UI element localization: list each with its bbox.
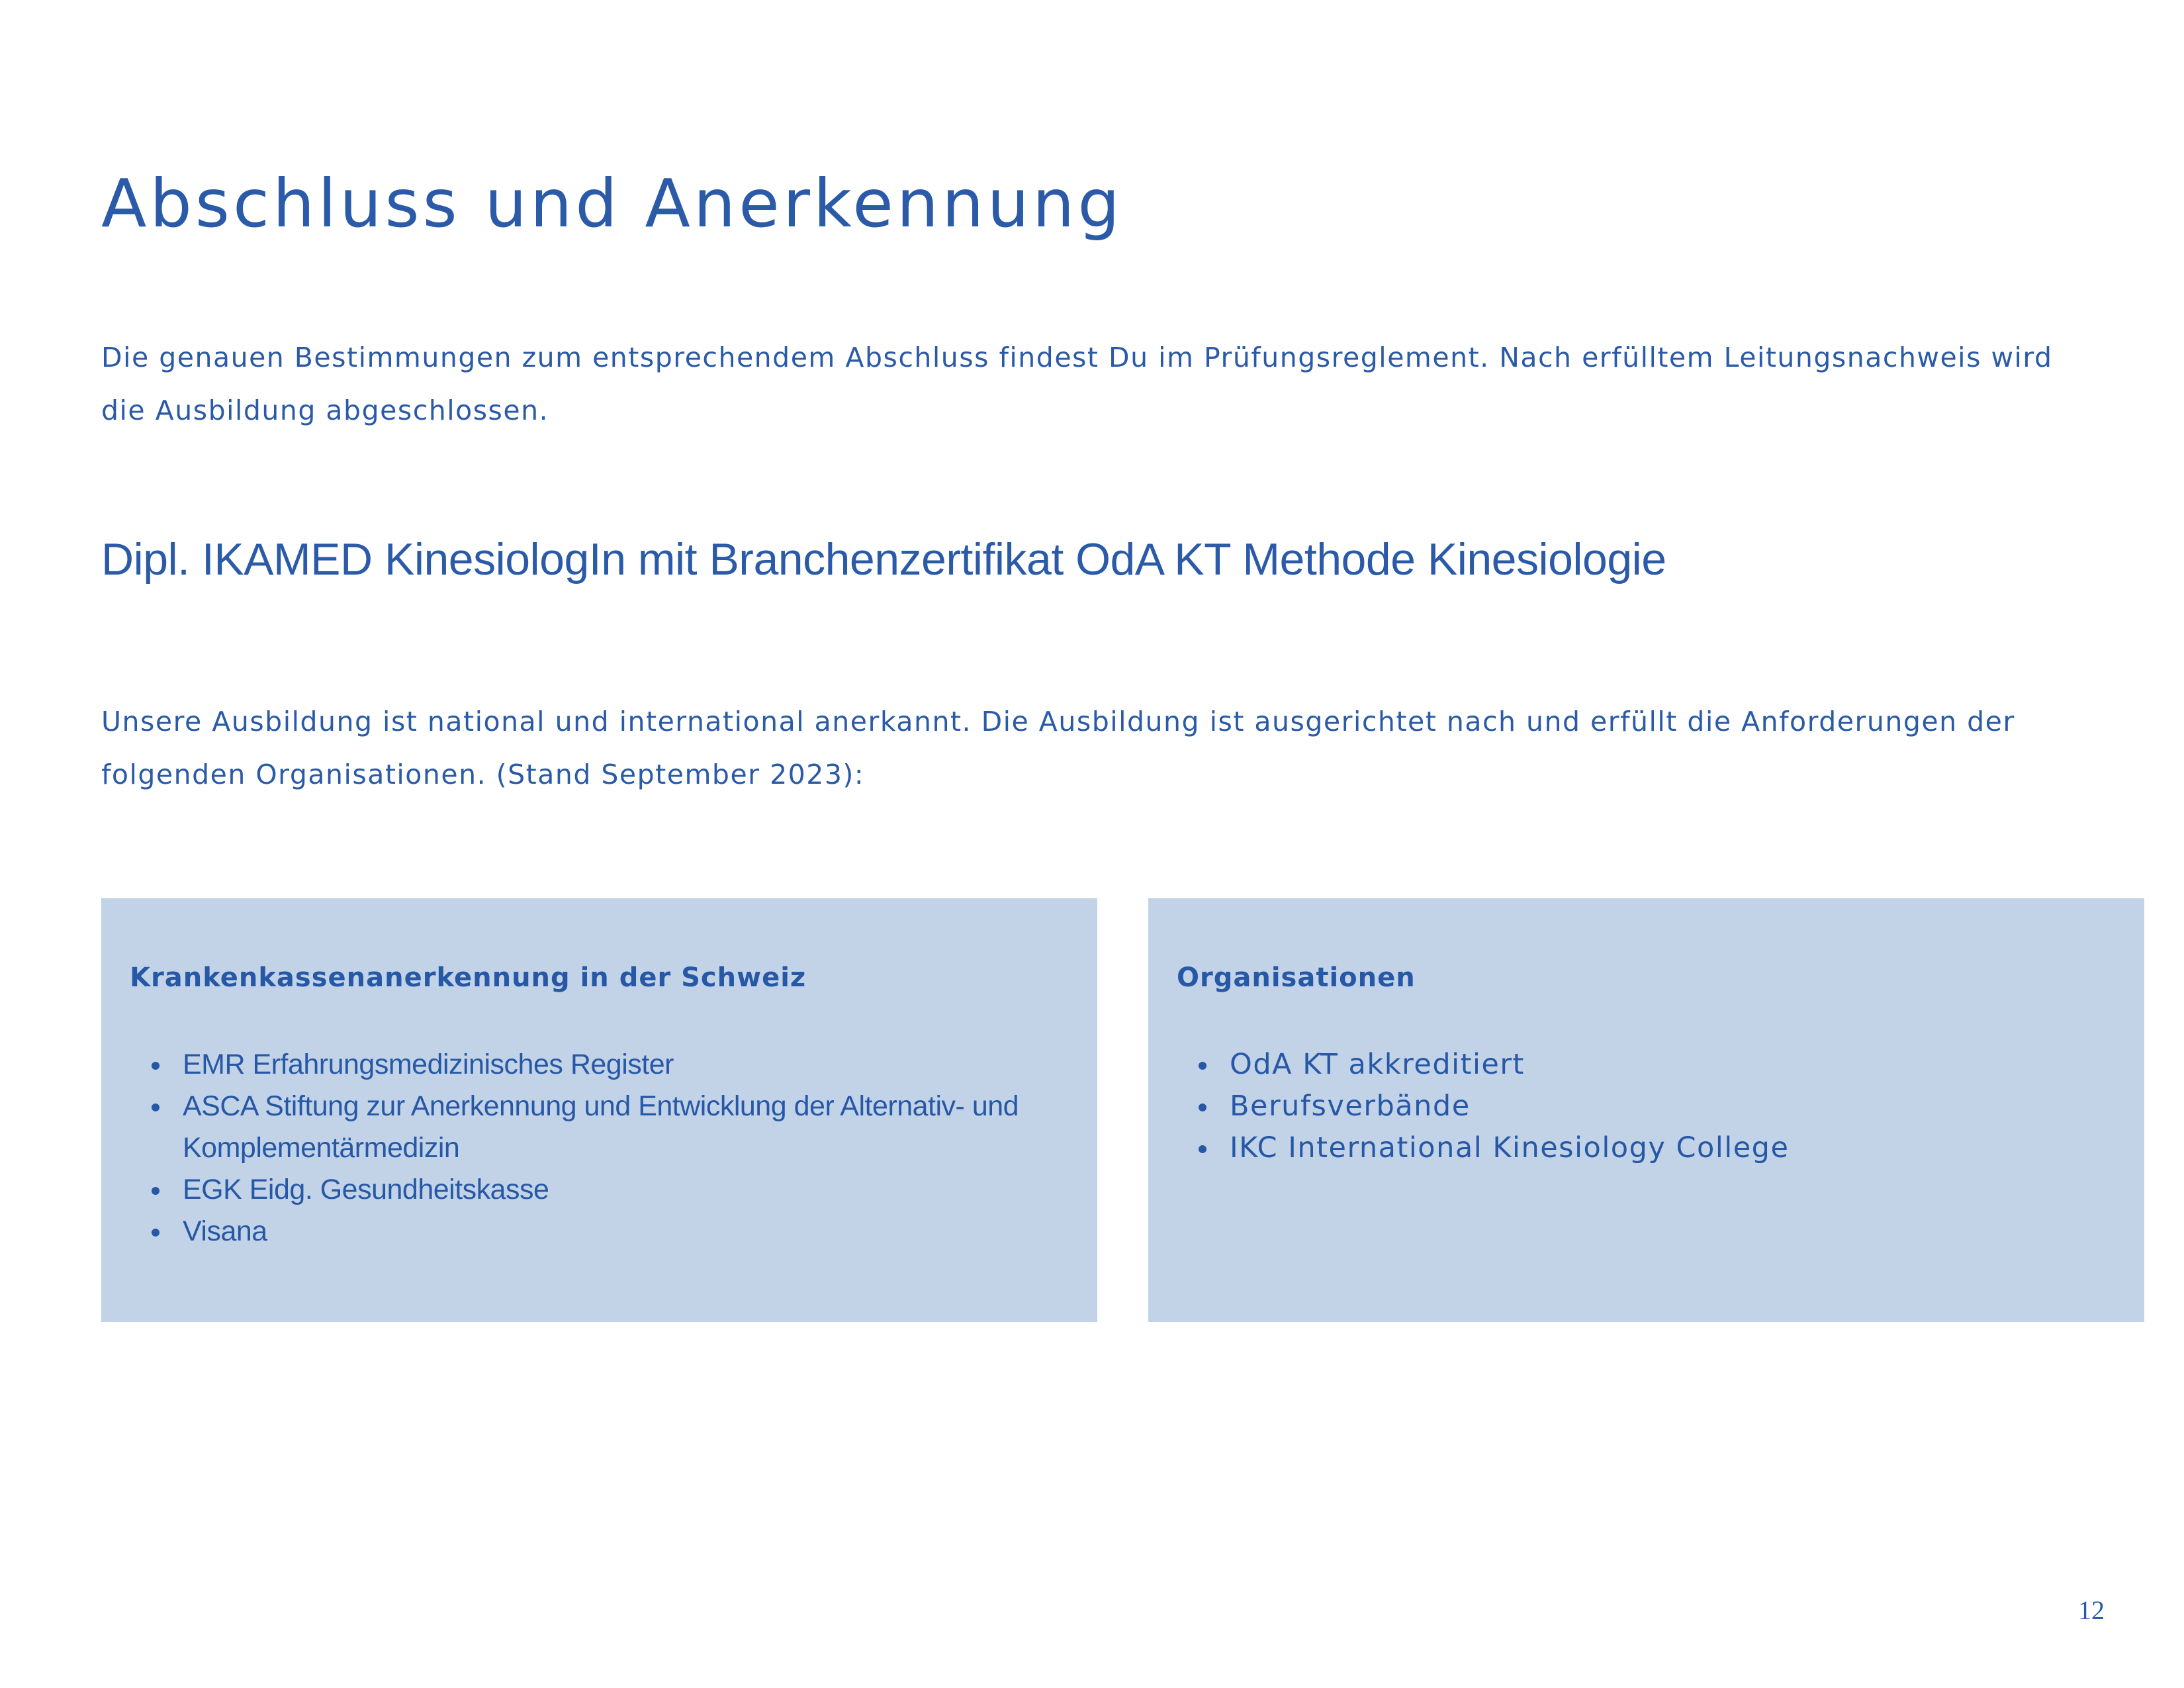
- diploma-title: Dipl. IKAMED KinesiologIn mit Branchenzertifikat OdA KT Methode Kinesiologie: [101, 534, 1666, 585]
- organizations-heading: Organisationen: [1177, 962, 1416, 993]
- list-item-label: Berufsverbände: [1230, 1090, 1471, 1123]
- health-insurance-box: [101, 898, 1097, 1322]
- list-item: [1177, 1127, 2103, 1169]
- list-item-label: Visana: [183, 1215, 267, 1247]
- bullet-icon: [1199, 1103, 1206, 1111]
- intro-paragraph: Die genauen Bestimmungen zum entsprechendem Abschluss findest Du im Prüfungsreglement. Nach erfülltem Leitungsnachweis wird die Ausbildung abgeschlossen.: [101, 342, 2053, 426]
- bullet-icon: [152, 1187, 159, 1195]
- page-number: 12: [2078, 1595, 2105, 1625]
- health-insurance-heading: Krankenkassenanerkennung in der Schweiz: [130, 962, 807, 993]
- list-item-label: IKC International Kinesiology College: [1230, 1131, 1790, 1164]
- list-item-label: EGK Eidg. Gesundheitskasse: [183, 1174, 549, 1205]
- list-item-label: EMR Erfahrungsmedizinisches Register: [183, 1049, 674, 1080]
- organizations-box: [1148, 898, 2144, 1322]
- list-item: [1177, 1086, 2103, 1127]
- bullet-icon: [152, 1229, 159, 1237]
- bullet-icon: [152, 1103, 159, 1111]
- list-item: [130, 1044, 1056, 1086]
- list-item: [130, 1169, 1056, 1211]
- organizations-list: [1177, 1044, 2103, 1169]
- list-item: [130, 1086, 1056, 1169]
- list-item: [1177, 1044, 2103, 1086]
- recognition-paragraph: Unsere Ausbildung ist national und international anerkannt. Die Ausbildung ist ausgerichtet nach und erfüllt die Anforderungen der folgenden Organisationen. (Stand September 2023):: [101, 706, 2015, 790]
- list-item: [130, 1211, 1056, 1252]
- bullet-icon: [1199, 1062, 1206, 1070]
- page-title: Abschluss und Anerkennung: [101, 165, 1123, 242]
- bullet-icon: [1199, 1145, 1206, 1153]
- list-item-label: OdA KT akkreditiert: [1230, 1048, 1525, 1081]
- list-item-label: ASCA Stiftung zur Anerkennung und Entwicklung der Alternativ- und Komplementärmedizin: [183, 1090, 1019, 1164]
- health-insurance-list: [130, 1044, 1056, 1252]
- bullet-icon: [152, 1062, 159, 1070]
